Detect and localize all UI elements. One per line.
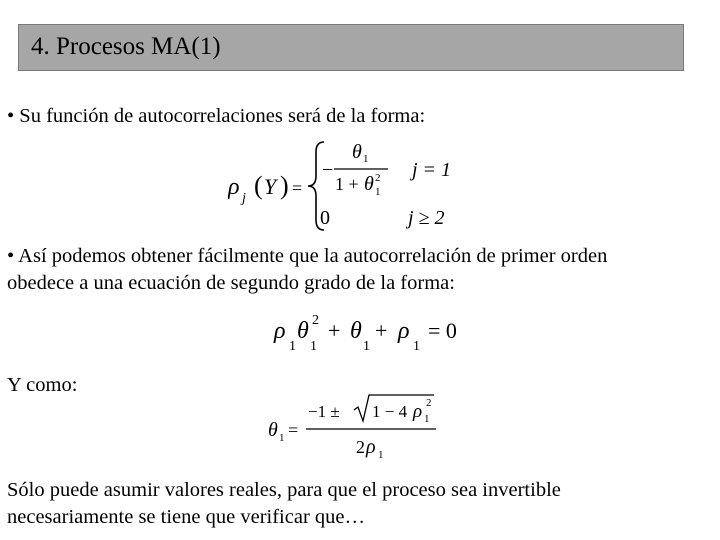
f1-rho: ρ: [228, 174, 240, 200]
f2-rho2: ρ: [398, 318, 410, 344]
f3-den-sub: 1: [378, 449, 384, 461]
f2-rho: ρ: [274, 318, 286, 344]
f3-rad-sup: 2: [426, 397, 432, 409]
f2-sub2: 1: [310, 339, 317, 354]
f2-rhs: = 0: [428, 318, 457, 343]
f1-minus: −: [322, 159, 334, 181]
formula-autocorrelation-piecewise: [228, 138, 468, 239]
f2-sub1: 1: [289, 339, 296, 354]
f3-num-left: −1 ±: [308, 402, 340, 421]
bullet-autocorrelation-function: • Su función de autocorrelaciones será de la forma:: [7, 105, 426, 127]
f2-sub4: 1: [413, 339, 420, 354]
f3-den-rho: ρ: [366, 436, 376, 458]
formula-quadratic: [272, 310, 482, 361]
f3-theta-sub: 1: [279, 432, 285, 444]
f1-den-sub: 1: [375, 186, 381, 198]
f1-var: Y: [264, 174, 277, 199]
f1-case2-cond: j ≥ 2: [408, 207, 445, 229]
f1-paren-close: ): [280, 171, 289, 200]
f3-rad-rho: ρ: [413, 401, 423, 422]
f1-rho-sub: j: [242, 191, 246, 206]
f1-den-sup: 2: [375, 172, 381, 184]
f2-theta2: θ: [350, 318, 362, 344]
f2-theta: θ: [297, 318, 309, 344]
f2-plus2: +: [375, 318, 388, 343]
f3-rad-one: 1 − 4: [372, 402, 408, 421]
f1-num-sub: 1: [363, 153, 369, 165]
slide-title-bar: [18, 24, 684, 71]
f3-theta: θ: [268, 419, 278, 441]
f1-num-theta: θ: [352, 141, 362, 163]
f1-equals: =: [292, 178, 303, 198]
bullet-quadratic-line1: • Así podemos obtener fácilmente que la autocorrelación de primer orden: [7, 245, 608, 267]
f3-rad-sub: 1: [424, 413, 430, 425]
f3-den-two: 2: [356, 437, 365, 457]
f1-case1-cond: j = 1: [412, 159, 452, 181]
f2-sup: 2: [312, 313, 319, 328]
y-como-label: Y como:: [7, 374, 78, 396]
slide-title: 4. Procesos MA(1): [31, 33, 221, 60]
formula-theta-solution: [266, 392, 446, 469]
f1-den-one: 1 +: [335, 174, 359, 194]
f1-paren-open: (: [254, 171, 263, 200]
bullet-quadratic-line2: obedece a una ecuación de segundo grado de la forma:: [7, 272, 455, 294]
f1-case2-val: 0: [320, 207, 330, 229]
final-text-line1: Sólo puede asumir valores reales, para que el proceso sea invertible: [7, 479, 561, 501]
f1-den-theta: θ: [364, 173, 374, 195]
f2-sub3: 1: [363, 339, 370, 354]
final-text-line2: necesariamente se tiene que verificar que…: [7, 506, 365, 528]
f2-plus1: +: [328, 318, 341, 343]
f3-equals: =: [288, 420, 299, 440]
